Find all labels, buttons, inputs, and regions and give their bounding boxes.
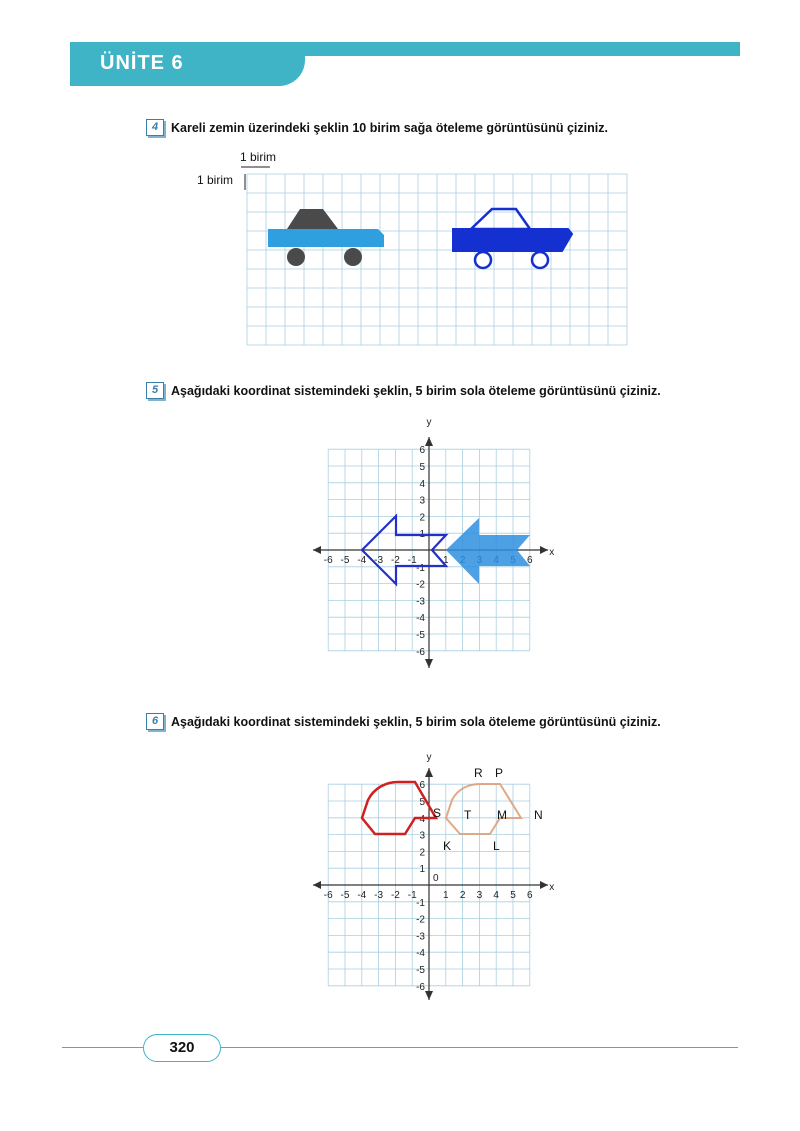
y-tick-label: -4 <box>416 613 425 625</box>
y-tick-label: 4 <box>419 478 425 490</box>
point-label-M: M <box>497 808 507 822</box>
x-tick-label: 6 <box>527 555 533 566</box>
y-tick-label: -3 <box>416 596 425 608</box>
point-label-T: T <box>464 808 472 822</box>
x-tick-label: -3 <box>374 890 384 901</box>
y-tick-label: 3 <box>419 495 425 507</box>
x-tick-label: -3 <box>374 555 384 566</box>
question-number-badge: 6 <box>146 713 164 730</box>
car-wheel <box>287 248 305 266</box>
y-tick-label: -2 <box>416 914 425 926</box>
x-tick-label: -2 <box>390 555 400 566</box>
y-axis-label: y <box>426 417 432 429</box>
point-label-L: L <box>493 839 500 853</box>
y-tick-label: -5 <box>416 630 425 641</box>
point-label-K: K <box>443 839 452 853</box>
y-tick-label: 4 <box>419 813 425 825</box>
y-tick-label: 6 <box>419 780 425 792</box>
question-number-badge: 5 <box>146 382 164 399</box>
x-tick-label: -2 <box>390 890 400 901</box>
car-body <box>268 229 384 247</box>
y-tick-label: -4 <box>416 948 425 960</box>
x-tick-label: -4 <box>357 555 367 566</box>
original-shape <box>446 784 521 834</box>
unit-title: ÜNİTE 6 <box>100 52 184 74</box>
y-tick-label: 1 <box>419 864 425 876</box>
unit-label-vertical: 1 birim <box>197 173 234 187</box>
car-wheel <box>475 252 491 268</box>
point-label-P: P <box>495 766 504 780</box>
page-number: 320 <box>143 1034 221 1062</box>
question-4-text: Kareli zemin üzerindeki şeklin 10 birim sağa öteleme görüntüsünü çiziniz. <box>171 120 608 135</box>
translated-car <box>453 209 572 268</box>
x-tick-label: -6 <box>323 555 333 566</box>
x-tick-label: -1 <box>407 555 417 566</box>
x-tick-label: 5 <box>510 890 516 901</box>
point-label-S: S <box>433 806 442 820</box>
question-5-text: Aşağıdaki koordinat sistemindeki şeklin, 5 birim sola öteleme görüntüsünü çiziniz. <box>171 383 661 398</box>
x-tick-label: -5 <box>340 890 350 901</box>
x-tick-label: -4 <box>357 890 367 901</box>
question-6-text: Aşağıdaki koordinat sistemindeki şeklin, 5 birim sola öteleme görüntüsünü çiziniz. <box>171 714 661 729</box>
y-tick-label: 5 <box>419 797 425 808</box>
y-tick-label: -3 <box>416 931 425 943</box>
x-tick-label: -1 <box>407 890 417 901</box>
y-tick-label: -1 <box>416 897 425 909</box>
origin-label: 0 <box>433 873 439 884</box>
x-axis-label: x <box>549 547 555 558</box>
x-tick-label: 1 <box>443 890 449 901</box>
x-tick-label: 6 <box>527 890 533 901</box>
y-tick-label: 6 <box>419 445 425 457</box>
y-tick-label: 5 <box>419 462 425 473</box>
y-tick-label: -1 <box>416 562 425 574</box>
unit-label-horizontal: 1 birim <box>240 150 277 164</box>
y-axis-label: y <box>426 752 432 764</box>
q6-tick-labels <box>324 752 555 993</box>
point-label-R: R <box>474 766 483 780</box>
y-tick-label: -5 <box>416 965 425 976</box>
y-tick-label: 1 <box>419 529 425 541</box>
x-tick-label: 3 <box>476 890 483 901</box>
x-tick-label: 2 <box>459 890 466 901</box>
car-body-filled <box>453 229 572 251</box>
question-number-badge: 4 <box>146 119 164 136</box>
y-tick-label: -2 <box>416 579 425 591</box>
x-axis-label: x <box>549 882 555 893</box>
x-tick-label: -6 <box>323 890 333 901</box>
y-tick-label: 2 <box>419 847 425 859</box>
y-tick-label: 3 <box>419 830 425 842</box>
car-wheel <box>532 252 548 268</box>
y-tick-label: -6 <box>416 981 425 993</box>
car-wheel <box>344 248 362 266</box>
y-tick-label: 2 <box>419 512 425 524</box>
y-tick-label: -6 <box>416 646 425 658</box>
x-tick-label: 4 <box>493 890 499 901</box>
x-tick-label: 1 <box>443 555 449 566</box>
x-tick-label: -5 <box>340 555 350 566</box>
original-arrow <box>446 518 530 584</box>
point-label-N: N <box>534 808 543 822</box>
